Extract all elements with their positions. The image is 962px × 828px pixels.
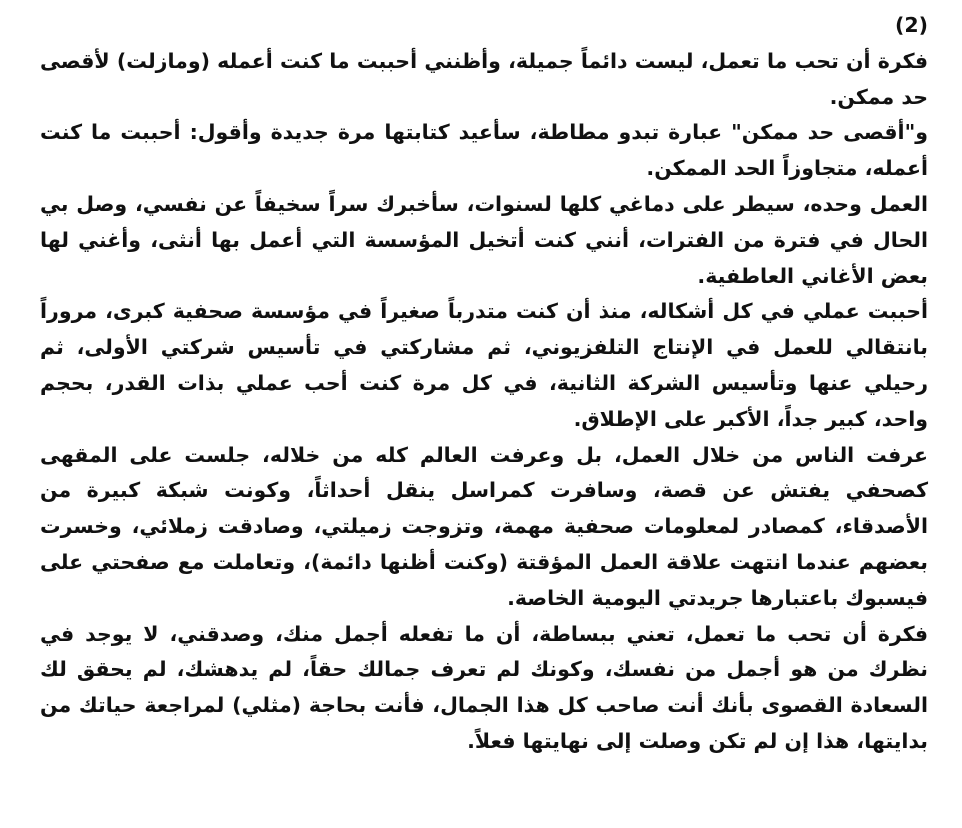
paragraph-1: فكرة أن تحب ما تعمل، ليست دائماً جميلة، وأظنني أحببت ما كنت أعمله (ومازلت) لأقصى حد ممكن. xyxy=(40,48,928,109)
paragraph-2: و"أقصى حد ممكن" عبارة تبدو مطاطة، سأعيد كتابتها مرة جديدة وأقول: أحببت ما كنت أعمله، متجاوزاً الحد الممكن. xyxy=(40,120,928,181)
document-body xyxy=(40,8,928,760)
paragraph-3: العمل وحده، سيطر على دماغي كلها لسنوات، سأخبرك سراً سخيفاً عن نفسي، وصل بي الحال في فترة من الفترات، أنني كنت أتخيل المؤسسة التي أعمل بها أنثى، وأغني لها بعض الأغاني العاطفية. xyxy=(40,191,928,288)
paragraph-6: فكرة أن تحب ما تعمل، تعني ببساطة، أن ما تفعله أجمل منك، وصدقني، لا يوجد في نظرك من هو أجمل من نفسك، وكونك لم تعرف جمالك حقاً، لم يدهشك، لم يحقق لك السعادة القصوى بأنك أنت صاحب كل هذا الجمال، فأنت بحاجة (مثلي) لمراجعة حياتك من بدايتها، هذا إن لم تكن وصلت إلى نهايتها فعلاً. xyxy=(40,621,928,753)
paragraph-4: أحببت عملي في كل أشكاله، منذ أن كنت متدرباً صغيراً في مؤسسة صحفية كبرى، مروراً بانتقالي للعمل في الإنتاج التلفزيوني، ثم مشاركتي في تأسيس شركتي الأولى، ثم رحيلي عنها وتأسيس الشركة الثانية، في كل مرة كنت أحب عملي بذات القدر، بحجم واحد، كبير جداً، الأكبر على الإطلاق. xyxy=(40,299,928,431)
section-number: (2) xyxy=(894,13,928,37)
paragraph-5: عرفت الناس من خلال العمل، بل وعرفت العالم كله من خلاله، جلست على المقهى كصحفي يفتش عن قصة، وسافرت كمراسل ينقل أحداثاً، وكونت شبكة كبيرة من الأصدقاء، كمصادر لمعلومات صحفية مهمة، وتزوجت زميلتي، وصادقت زملائي، وخسرت بعضهم عندما انتهت علاقة العمل المؤقتة (وكنت أظنها دائمة)، وتعاملت مع صفحتي على فيسبوك باعتبارها جريدتي اليومية الخاصة. xyxy=(40,442,928,610)
